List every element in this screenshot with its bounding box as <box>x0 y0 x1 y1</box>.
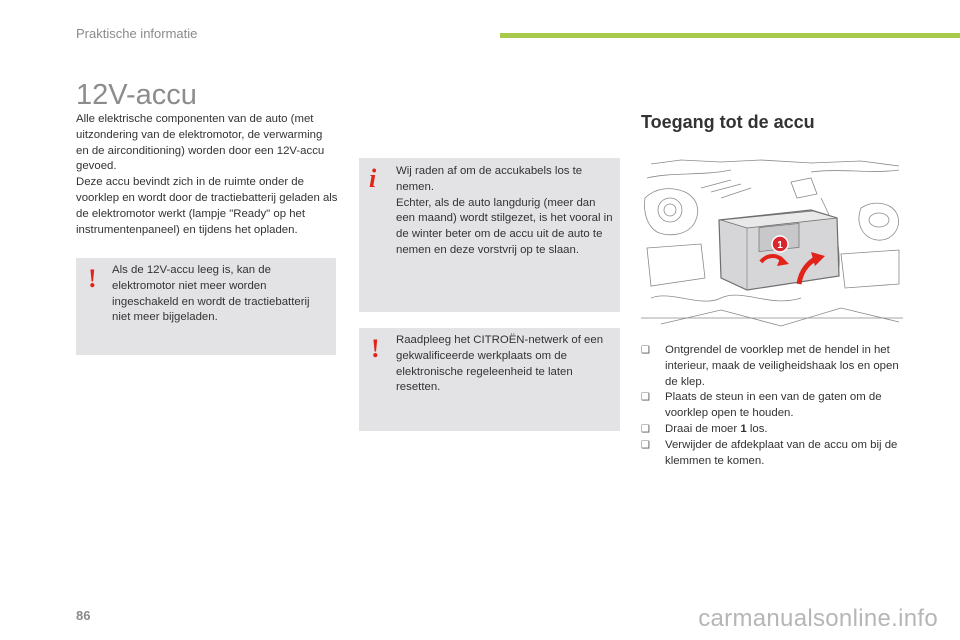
warning-paragraph: Raadpleeg het CITROËN-netwerk of een gekwalificeerde werkplaats om de elektronische regeleenheid te laten resetten. <box>396 334 604 394</box>
intro-text <box>76 112 338 238</box>
intro-paragraph: Alle elektrische componenten van de auto (met uitzondering van de elektromotor, de verwarming en de airconditioning) worden door een 12V-accu gevoed. <box>76 113 325 173</box>
step-text: Ontgrendel de voorklep met de hendel in het interieur, maak de veiligheidshaak los en open de klep. <box>665 344 899 388</box>
list-item <box>641 390 903 422</box>
engine-bay-illustration <box>641 158 903 332</box>
steps-list <box>641 343 903 469</box>
list-item <box>641 343 903 390</box>
page-title: 12V-accu <box>76 79 197 112</box>
header-accent-bar <box>500 33 960 38</box>
warning-text <box>112 263 330 326</box>
checkbox-bullet-icon: ❑ <box>641 392 650 404</box>
list-item <box>641 438 903 470</box>
intro-paragraph: Deze accu bevindt zich in de ruimte onder de voorklep en wordt door de tractiebatterij geladen als de elektromotor werkt (lampje "Ready" op het instrumentenpaneel) en tijdens het opladen. <box>76 176 338 236</box>
warning-box-battery-empty <box>76 258 336 355</box>
checkbox-bullet-icon: ❑ <box>641 423 650 435</box>
step-text: Verwijder de afdekplaat van de accu om bij de klemmen te komen. <box>665 438 898 467</box>
section-title: Toegang tot de accu <box>641 112 815 132</box>
badge-1 <box>772 236 788 252</box>
watermark: carmanualsonline.info <box>698 605 938 632</box>
info-text <box>396 164 614 259</box>
warning-box-reset <box>359 328 620 431</box>
page-number: 86 <box>76 608 91 623</box>
step-text-post: los. <box>746 422 768 435</box>
warning-exclamation-icon: ! <box>371 334 380 363</box>
info-paragraph: Echter, als de auto langdurig (meer dan een maand) wordt stilgezet, is het vooral in de winter beter om de accu uit de auto te nemen en deze vorstvrij op te slaan. <box>396 196 613 256</box>
info-paragraph: Wij raden af om de accukabels los te nemen. <box>396 165 583 193</box>
step-text-bold: 1 <box>740 422 747 435</box>
warning-text <box>396 333 614 396</box>
figure-label: 1 <box>777 240 783 251</box>
warning-exclamation-icon: ! <box>88 264 97 293</box>
checkbox-bullet-icon: ❑ <box>641 345 650 356</box>
info-box-battery-cables <box>359 158 620 312</box>
list-item <box>641 422 903 438</box>
warning-paragraph: Als de 12V-accu leeg is, kan de elektromotor niet meer worden ingeschakeld en wordt de tractiebatterij niet meer bijgeladen. <box>112 264 310 324</box>
checkbox-bullet-icon: ❑ <box>641 439 650 451</box>
step-text: Plaats de steun in een van de gaten om de voorklep open te houden. <box>665 391 882 420</box>
info-icon: i <box>369 164 377 193</box>
section-header: Praktische informatie <box>76 26 198 41</box>
step-text-pre: Draai de moer <box>665 422 741 435</box>
